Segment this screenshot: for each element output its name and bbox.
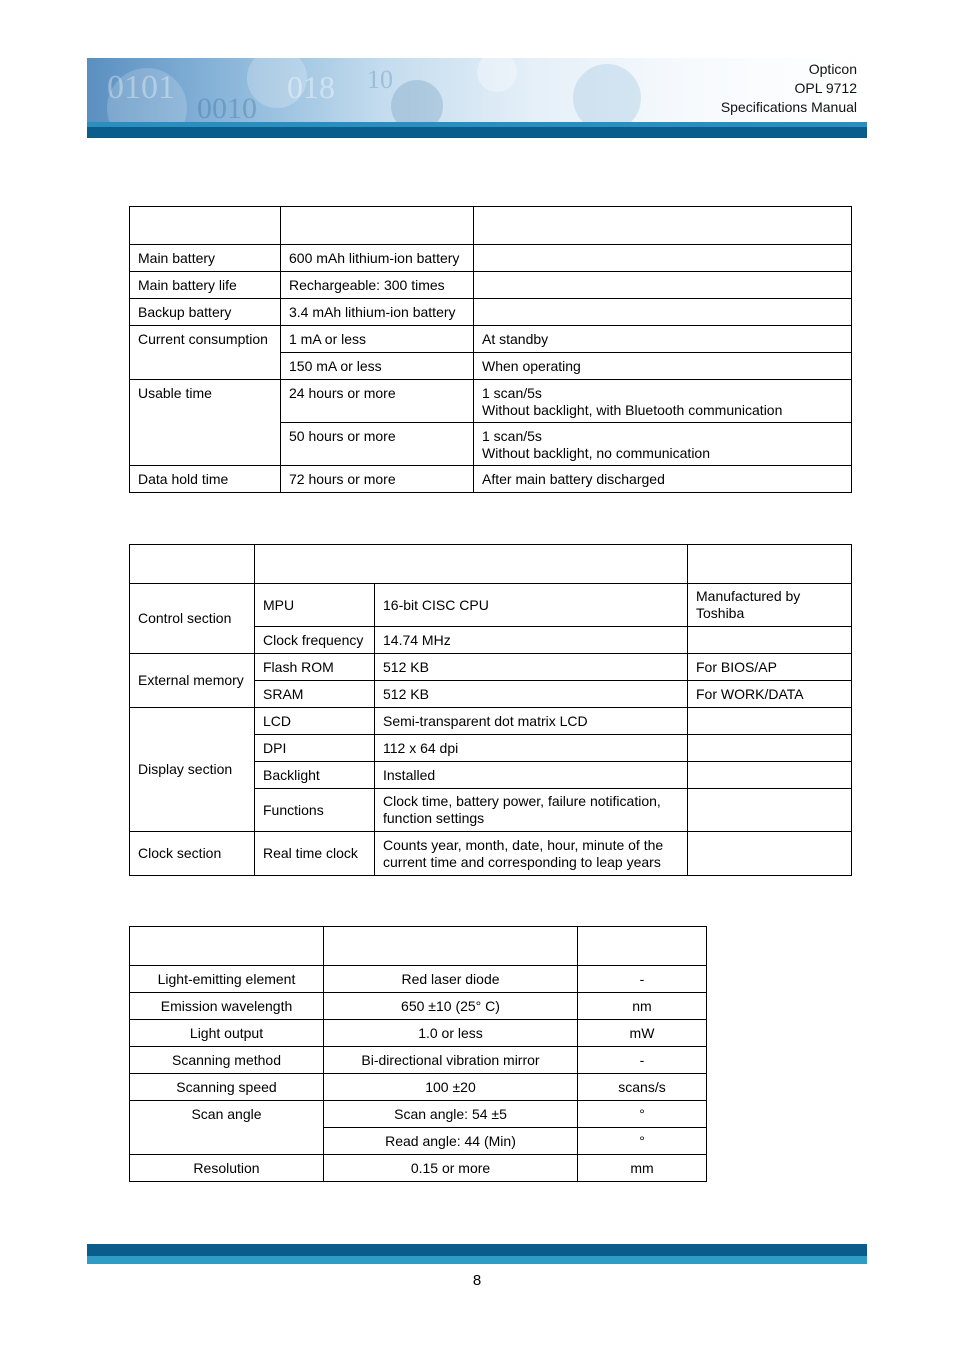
header-band xyxy=(87,122,867,138)
banner-graphic xyxy=(87,58,707,122)
table-cell: 72 hours or more xyxy=(281,466,474,493)
svg-text:018: 018 xyxy=(287,69,335,105)
table-cell: External memory xyxy=(130,654,255,708)
table-row xyxy=(130,1074,707,1101)
table-row xyxy=(130,299,852,326)
table-cell: Scanning speed xyxy=(130,1074,324,1101)
table-row xyxy=(130,245,852,272)
table-cell xyxy=(474,272,852,299)
table-row xyxy=(130,584,852,627)
table-cell: Clock section xyxy=(130,832,255,876)
table-cell: Flash ROM xyxy=(255,654,375,681)
table-cell: Usable time xyxy=(130,380,281,466)
table-cell: Resolution xyxy=(130,1155,324,1182)
cell-line: 1 scan/5s xyxy=(482,428,542,444)
table-cell: 1 mA or less xyxy=(281,326,474,353)
scanner-table xyxy=(129,926,707,1182)
table-cell: Data hold time xyxy=(130,466,281,493)
table-cell: Bi-directional vibration mirror xyxy=(324,1047,578,1074)
table-cell: 100 ±20 xyxy=(324,1074,578,1101)
table-cell: Real time clock xyxy=(255,832,375,876)
table-cell: Light-emitting element xyxy=(130,966,324,993)
cell-line: function settings xyxy=(383,810,485,826)
svg-text:0101: 0101 xyxy=(107,69,175,106)
table-cell: Read angle: 44 (Min) xyxy=(324,1128,578,1155)
table-cell: Red laser diode xyxy=(324,966,578,993)
table-cell: 16-bit CISC CPU xyxy=(375,584,688,627)
table-cell: Emission wavelength xyxy=(130,993,324,1020)
table-cell: Display section xyxy=(130,708,255,832)
table-cell: - xyxy=(578,1047,707,1074)
table-cell: - xyxy=(578,966,707,993)
table-cell: Scan angle xyxy=(130,1101,324,1155)
footer-band xyxy=(87,1244,867,1264)
table-cell: 512 KB xyxy=(375,681,688,708)
table-cell: Main battery life xyxy=(130,272,281,299)
hardware-table xyxy=(129,544,852,876)
cell-line: Toshiba xyxy=(696,605,745,621)
cell-line: 1 scan/5s xyxy=(482,385,542,401)
table-cell: 150 mA or less xyxy=(281,353,474,380)
table-cell: MPU xyxy=(255,584,375,627)
table-cell: SRAM xyxy=(255,681,375,708)
table-row xyxy=(130,966,707,993)
table-cell: mm xyxy=(578,1155,707,1182)
svg-text:10: 10 xyxy=(367,65,393,94)
table-row xyxy=(130,832,852,876)
table-header-row xyxy=(130,927,707,966)
table-header-row xyxy=(130,545,852,584)
table-cell: DPI xyxy=(255,735,375,762)
table-cell: Semi-transparent dot matrix LCD xyxy=(375,708,688,735)
table-row xyxy=(130,1020,707,1047)
table-cell: Backup battery xyxy=(130,299,281,326)
table-cell xyxy=(474,380,852,423)
header-company: Opticon xyxy=(808,61,857,77)
table-row xyxy=(130,466,852,493)
table-row xyxy=(130,1047,707,1074)
table-cell xyxy=(375,832,688,876)
table-cell: 1.0 or less xyxy=(324,1020,578,1047)
cell-line: Without backlight, no communication xyxy=(482,445,710,461)
table-cell: After main battery discharged xyxy=(474,466,852,493)
table-cell: 650 ±10 (25° C) xyxy=(324,993,578,1020)
table-header-row xyxy=(130,207,852,245)
header-model: OPL 9712 xyxy=(794,80,857,96)
cell-line: Counts year, month, date, hour, minute of the xyxy=(383,836,664,853)
cell-line: current time and corresponding to leap years xyxy=(383,853,661,870)
table-cell: Scan angle: 54 ±5 xyxy=(324,1101,578,1128)
table-cell: Scanning method xyxy=(130,1047,324,1074)
table-cell: Light output xyxy=(130,1020,324,1047)
table-cell: ° xyxy=(578,1128,707,1155)
table-cell: LCD xyxy=(255,708,375,735)
table-row xyxy=(130,1155,707,1182)
table-cell: mW xyxy=(578,1020,707,1047)
table-cell: For BIOS/AP xyxy=(688,654,852,681)
cell-line: Clock time, battery power, failure notification, xyxy=(383,793,661,809)
table-cell xyxy=(474,423,852,466)
table-cell: 512 KB xyxy=(375,654,688,681)
table-row xyxy=(130,1101,707,1128)
header-doc-title: Specifications Manual xyxy=(720,99,857,115)
table-cell: 600 mAh lithium-ion battery xyxy=(281,245,474,272)
table-row xyxy=(130,272,852,299)
table-cell xyxy=(375,789,688,832)
table-row xyxy=(130,708,852,735)
table-cell: Functions xyxy=(255,789,375,832)
table-cell: Installed xyxy=(375,762,688,789)
table-cell: nm xyxy=(578,993,707,1020)
table-row xyxy=(130,993,707,1020)
table-cell: Current consumption xyxy=(130,326,281,380)
table-cell: 0.15 or more xyxy=(324,1155,578,1182)
cell-line: Without backlight, with Bluetooth communication xyxy=(482,402,783,418)
table-cell: Rechargeable: 300 times xyxy=(281,272,474,299)
table-cell: 112 x 64 dpi xyxy=(375,735,688,762)
table-cell: Clock frequency xyxy=(255,627,375,654)
table-cell: For WORK/DATA xyxy=(688,681,852,708)
svg-text:0010: 0010 xyxy=(197,92,257,122)
table-cell: ° xyxy=(578,1101,707,1128)
page-number: 8 xyxy=(472,1272,482,1289)
table-cell: scans/s xyxy=(578,1074,707,1101)
table-cell: Main battery xyxy=(130,245,281,272)
table-row xyxy=(130,654,852,681)
table-cell xyxy=(688,584,852,627)
table-cell: 3.4 mAh lithium-ion battery xyxy=(281,299,474,326)
cell-line: Manufactured by xyxy=(696,588,801,604)
table-cell: Control section xyxy=(130,584,255,654)
table-cell xyxy=(474,299,852,326)
table-cell: When operating xyxy=(474,353,852,380)
power-table xyxy=(129,206,852,493)
table-cell: 14.74 MHz xyxy=(375,627,688,654)
table-row xyxy=(130,326,852,353)
header-banner xyxy=(87,58,867,122)
table-cell: 24 hours or more xyxy=(281,380,474,423)
table-cell: Backlight xyxy=(255,762,375,789)
table-cell xyxy=(474,245,852,272)
table-cell: 50 hours or more xyxy=(281,423,474,466)
table-cell: At standby xyxy=(474,326,852,353)
table-row xyxy=(130,380,852,423)
